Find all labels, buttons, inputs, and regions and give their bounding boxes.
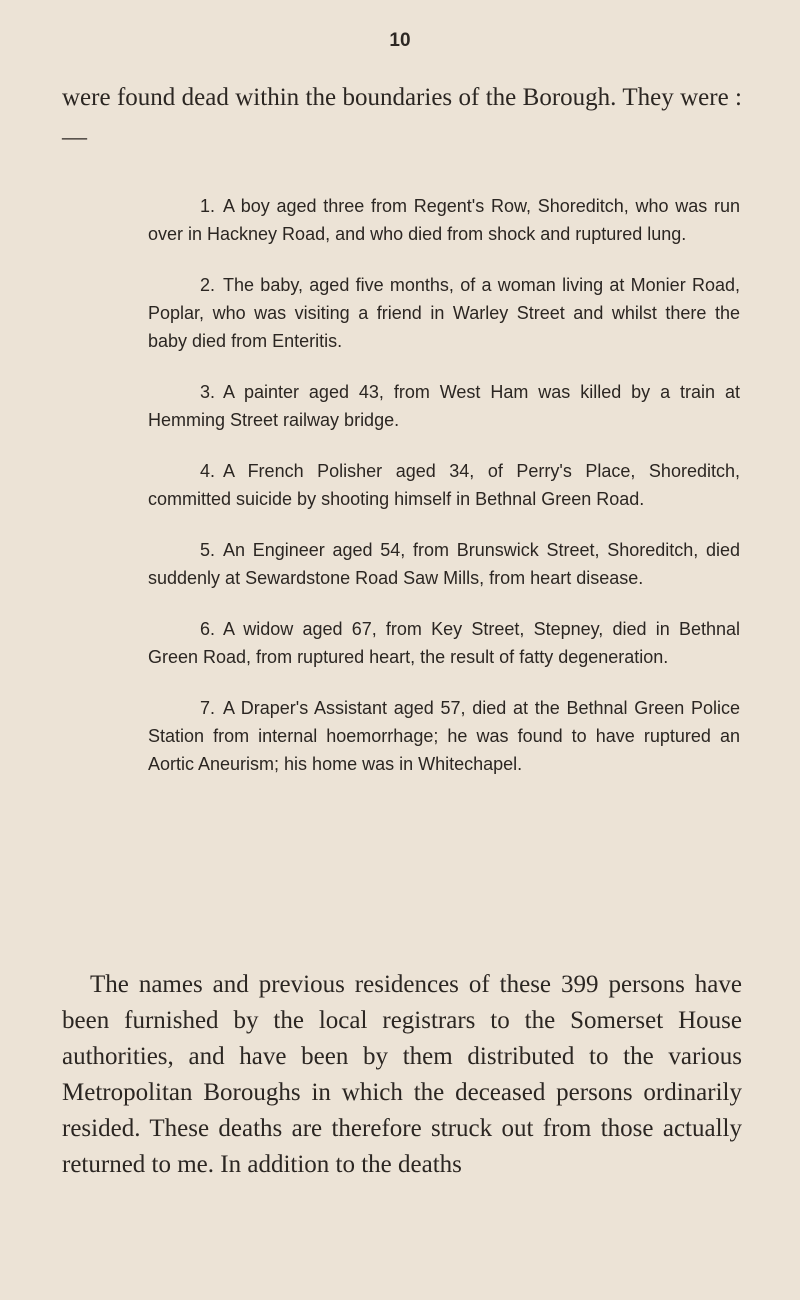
entry-number: 5. [200,540,216,560]
intro-paragraph: were found dead within the boundaries of the Borough. They were :— [62,84,742,151]
entry-number: 4. [200,461,216,481]
entry-number: 7. [200,698,216,718]
list-item [148,378,740,434]
entry-text: A Draper's Assistant aged 57, died at the Bethnal Green Police Station from internal hoemorrhage; he was found to have ruptured an Aortic Aneurism; his home was in Whitechapel. [148,698,740,774]
closing-paragraph: The names and previous residences of these 399 persons have been furnished by the local registrars to the Somerset House authorities, and have been by them distributed to the various Metropolitan Boroughs in which the deceased persons ordinarily resided. These deaths are therefore struck out from those actually returned to me. In addition to the deaths [62,971,742,1178]
death-entries-list [148,192,740,801]
entry-number: 6. [200,619,216,639]
list-item [148,536,740,592]
list-item [148,694,740,778]
entry-text: A widow aged 67, from Key Street, Stepney, died in Bethnal Green Road, from ruptured heart, the result of fatty degeneration. [148,619,740,667]
entry-text: A boy aged three from Regent's Row, Shoreditch, who was run over in Hackney Road, and who died from shock and ruptured lung. [148,196,740,244]
entry-text: The baby, aged five months, of a woman living at Monier Road, Poplar, who was visiting a friend in Warley Street and whilst there the baby died from Enteritis. [148,275,740,351]
list-item [148,192,740,248]
entry-text: An Engineer aged 54, from Brunswick Street, Shoreditch, died suddenly at Sewardstone Road Saw Mills, from heart disease. [148,540,740,588]
entry-text: A painter aged 43, from West Ham was killed by a train at Hemming Street railway bridge. [148,382,740,430]
entry-number: 1. [200,196,216,216]
page-number: 10 [389,30,411,51]
entry-number: 2. [200,275,216,295]
list-item [148,271,740,355]
list-item [148,615,740,671]
list-item [148,457,740,513]
entry-text: A French Polisher aged 34, of Perry's Place, Shoreditch, committed suicide by shooting himself in Bethnal Green Road. [148,461,740,509]
entry-number: 3. [200,382,216,402]
